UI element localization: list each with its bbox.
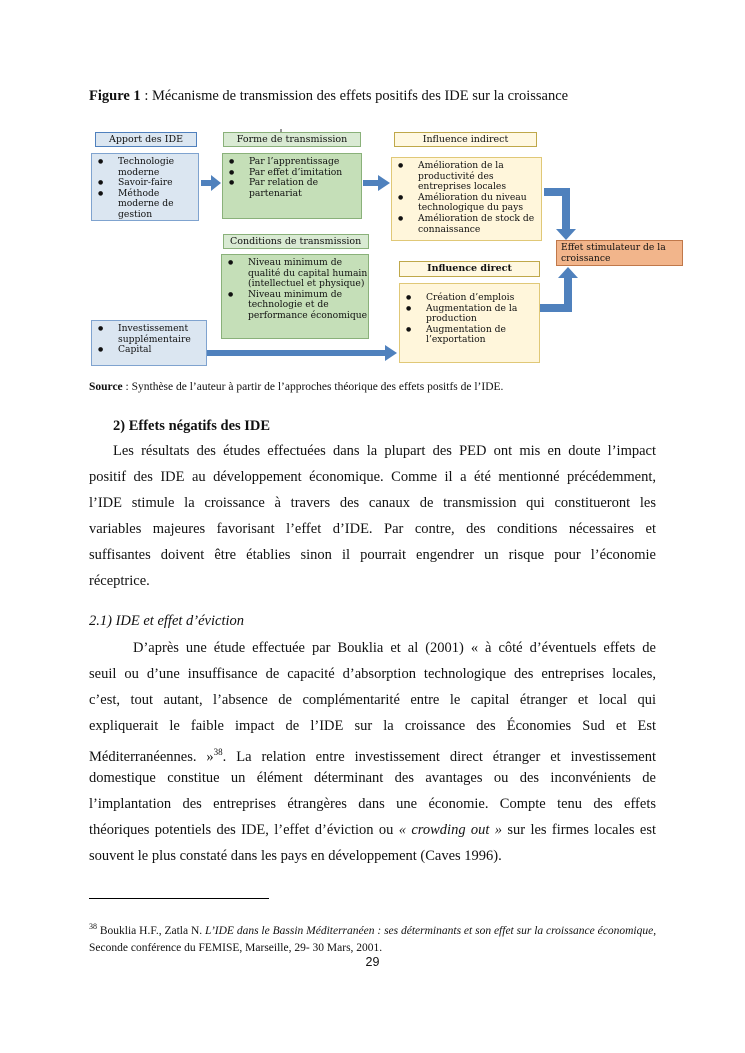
paragraph-line: suffisantes doivent être établies sinon il pourrait engendrer un risque pour l’économie: [89, 547, 656, 563]
forme-item: ● Par effet d’imitation: [223, 168, 361, 179]
paragraph-2: [89, 635, 656, 869]
paragraph-line: variables majeures favorisant l’effet d’IDE. Par contre, des conditions nécessaires et: [89, 521, 656, 537]
paragraph-line: souvent le plus constaté dans les pays en développement (Caves 1996).: [89, 848, 502, 864]
crowding-out-term: « crowding out »: [398, 822, 503, 838]
indirect-item: ● Amélioration de la productivité des entreprises locales: [392, 161, 541, 193]
invest-item: ● Capital: [92, 345, 206, 356]
indirect-item: ● Amélioration du niveau technologique du pays: [392, 193, 541, 214]
arrow-forme-to-indirect: [363, 175, 390, 191]
paragraph-line: [89, 817, 656, 843]
paragraph-line: seuil ou d’une insuffisance de capacité d’absorption technologique des entreprises locales,: [89, 666, 656, 682]
conditions-header: Conditions de transmission: [223, 234, 369, 249]
footnote: [89, 918, 659, 957]
arrow-invest-to-direct: [207, 345, 397, 361]
direct-item: ● Création d’emplois: [400, 293, 539, 304]
footnote-ref[interactable]: 38: [213, 747, 223, 757]
paragraph-line: Les résultats des études effectuées dans la plupart des PED ont mis en doute l’impact: [113, 443, 656, 459]
direct-item: ● Augmentation de l’exportation: [400, 325, 539, 346]
quote-end: Méditerranéennes. »: [89, 748, 214, 765]
paragraph-line: positif des IDE au développement économique. Comme il a été mentionné précédemment,: [89, 469, 656, 485]
source-label: Source: [89, 381, 123, 393]
direct-header: Influence direct: [399, 261, 540, 277]
figure-label: Figure 1: [89, 88, 141, 104]
forme-header: Forme de transmission: [223, 132, 361, 147]
arrow-direct-to-effet: [540, 267, 578, 312]
arrow-apport-to-forme: [201, 175, 221, 191]
footnote-title: L’IDE dans le Bassin Méditerranéen : ses déterminants et son effet sur la croissance économique: [205, 924, 654, 937]
paragraph-line: réceptrice.: [89, 573, 150, 589]
indirect-header: Influence indirect: [394, 132, 537, 147]
footnote-authors: Bouklia H.F., Zatla N.: [97, 924, 205, 937]
conditions-item: ● Niveau minimum de technologie et de performance économique: [222, 290, 368, 322]
paragraph-line: c’est, tout autant, l’absence de complémentarité entre le capital étranger et local qui: [89, 692, 656, 708]
effet-box: Effet stimulateur de la croissance: [556, 240, 683, 266]
indirect-box: [391, 157, 542, 241]
page-number: 29: [365, 955, 380, 969]
footnote-rule: [89, 898, 269, 899]
paragraph-line: l’IDE stimule la croissance à travers des canaux de transmission qui constitueront les: [89, 495, 656, 511]
indirect-item: ● Amélioration de stock de connaissance: [392, 214, 541, 235]
paragraph-line: D’après une étude effectuée par Bouklia et al (2001) « à côté d’éventuels effets de: [133, 640, 656, 656]
figure-source: [89, 381, 503, 393]
forme-item: ● Par l’apprentissage: [223, 157, 361, 168]
forme-box: [222, 153, 362, 219]
apport-item: ● Technologie moderne: [92, 157, 198, 178]
source-text: : Synthèse de l’auteur à partir de l’approches théorique des effets positfs de l’IDE.: [122, 381, 504, 393]
apport-header: Apport des IDE: [95, 132, 197, 147]
paragraph-1: [89, 438, 656, 594]
footnote-number: 38: [89, 922, 97, 931]
paragraph-line: [89, 739, 656, 765]
paragraph-line: l’implantation des entreprises étrangères dans une économie. Compte tenu des effets: [89, 796, 656, 812]
invest-box: [91, 320, 207, 366]
paragraph-line: expliquerait le faible impact de l’IDE sur la croissance des Économies Sud et Est: [89, 718, 656, 734]
figure-caption-text: : Mécanisme de transmission des effets positifs des IDE sur la croissance: [140, 88, 569, 104]
apport-item: ● Méthode moderne de gestion: [92, 189, 198, 221]
subsection-heading: 2.1) IDE et effet d’éviction: [89, 613, 245, 629]
line-rest: . La relation entre investissement direct étranger et investissement: [222, 748, 656, 765]
paragraph-line: domestique constitue un élément déterminant des avantages ou des inconvénients de: [89, 770, 656, 786]
apport-item: ● Savoir-faire: [92, 178, 198, 189]
forme-item: ● Par relation de partenariat: [223, 178, 361, 199]
direct-box: [399, 283, 540, 363]
apport-box: [91, 153, 199, 221]
direct-item: ● Augmentation de la production: [400, 304, 539, 325]
line-rest: sur les firmes locales est: [502, 822, 656, 838]
footnote-rest: , Seconde conférence du FEMISE, Marseille, 29- 30 Mars, 2001.: [89, 924, 657, 954]
conditions-box: [221, 254, 369, 339]
section-heading: 2) Effets négatifs des IDE: [113, 418, 271, 434]
conditions-item: ● Niveau minimum de qualité du capital humain (intellectuel et physique): [222, 258, 368, 290]
line-start: théoriques potentiels des IDE, l’effet d’éviction ou: [89, 822, 399, 838]
arrow-indirect-to-effet: [544, 188, 576, 240]
invest-item: ● Investissement supplémentaire: [92, 324, 206, 345]
